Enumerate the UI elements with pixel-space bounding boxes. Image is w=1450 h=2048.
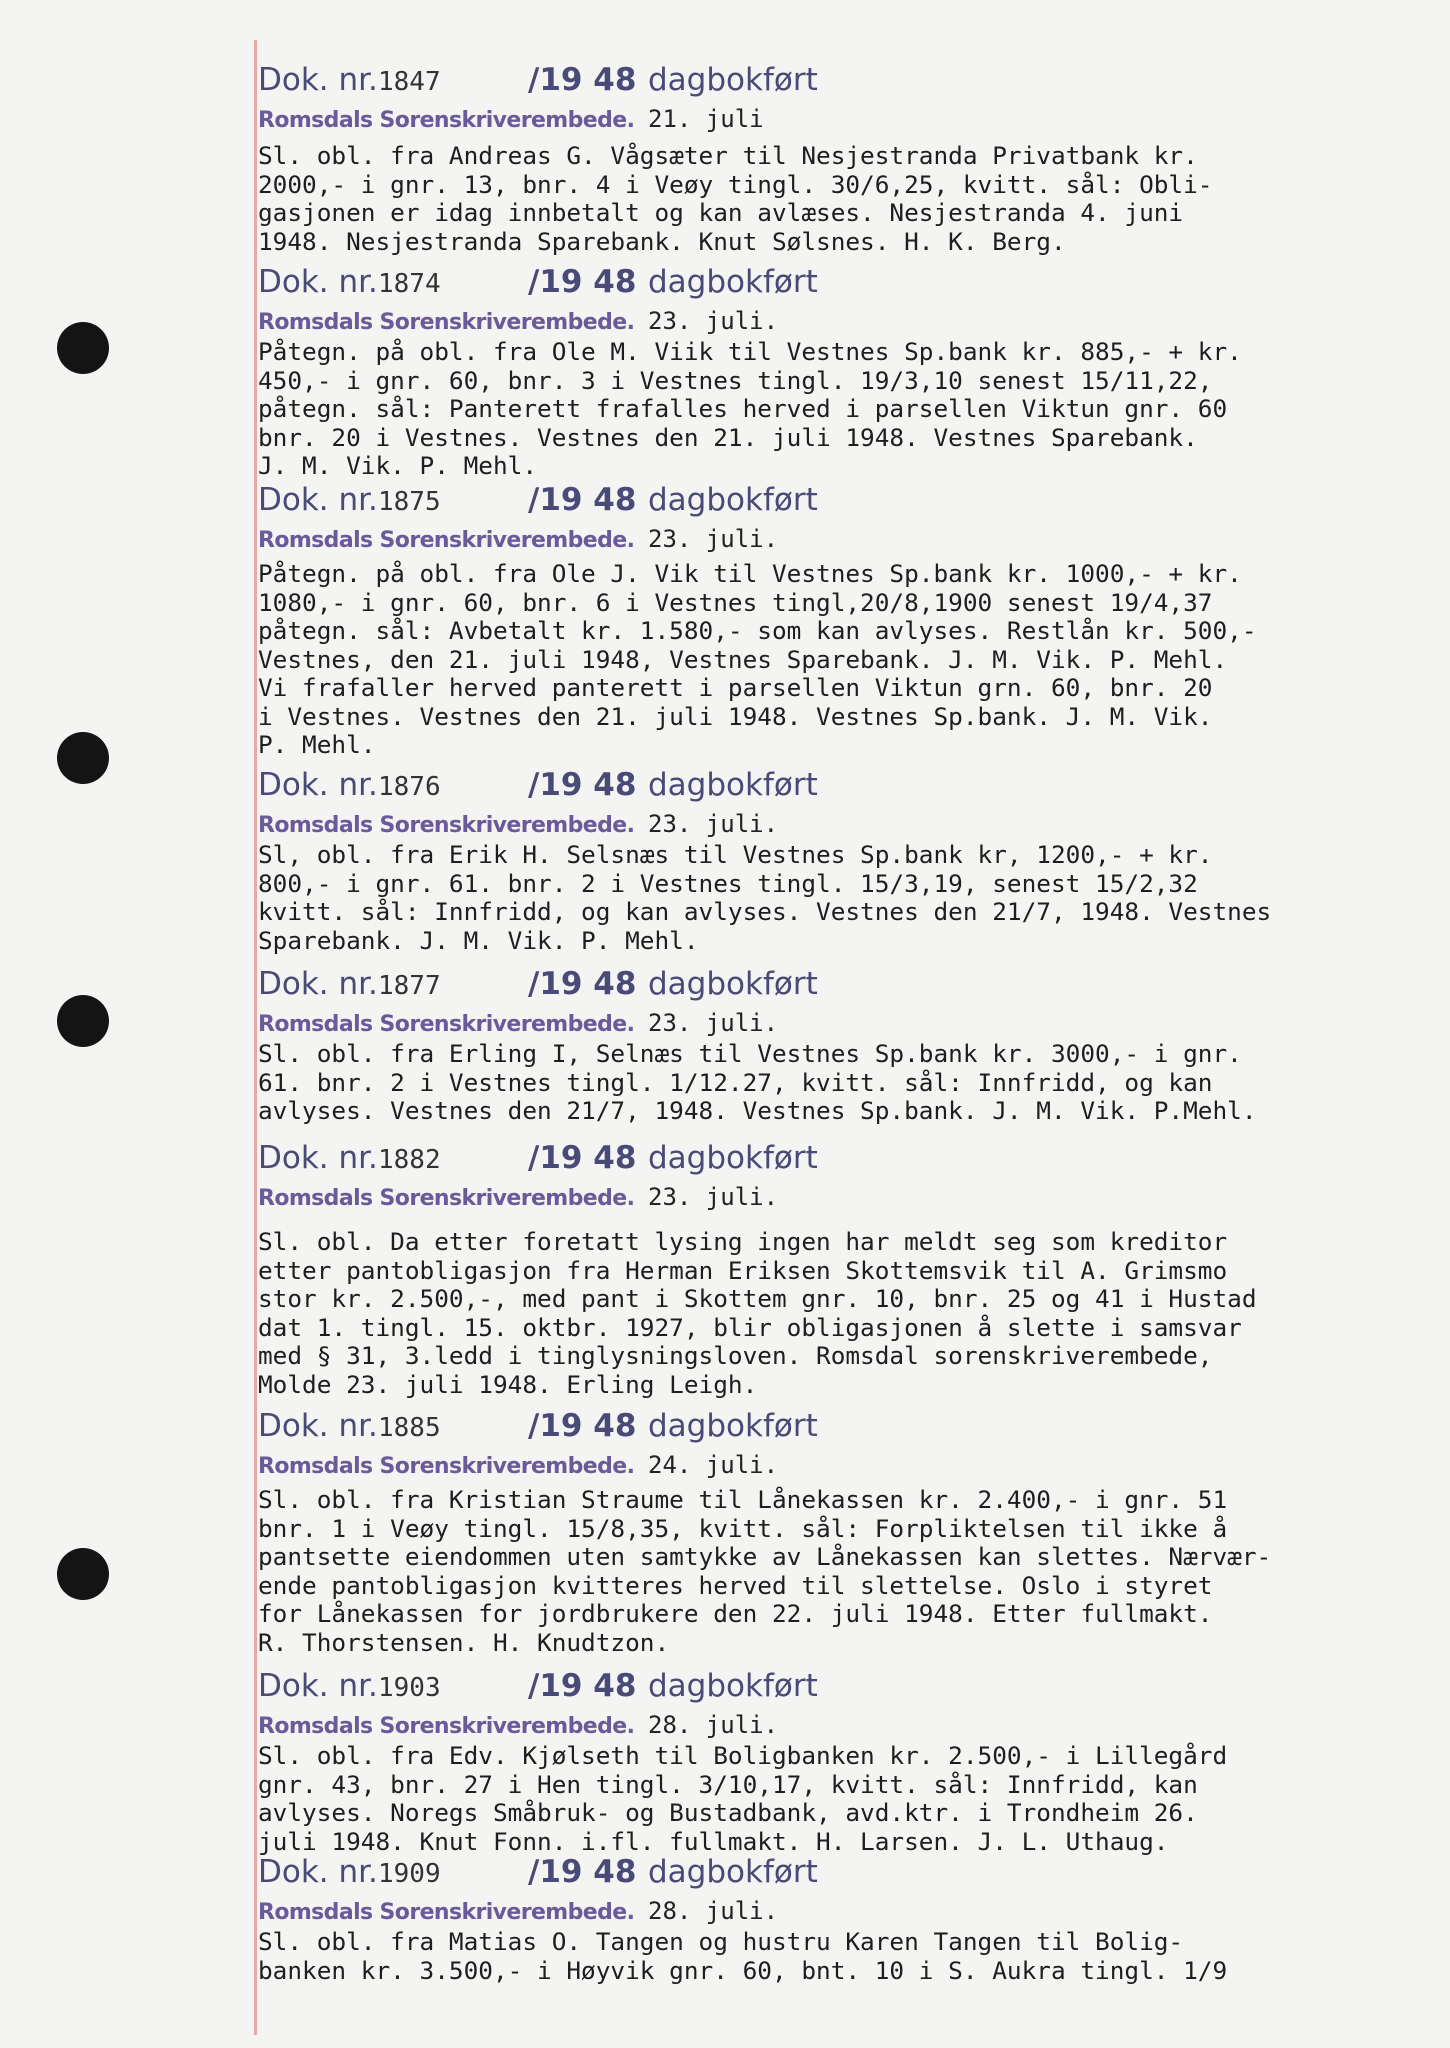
- text-line: med § 31, 3.ledd i tinglysningsloven. Romsdal sorenskriverembede,: [258, 1341, 1213, 1370]
- office-stamp: [258, 522, 1438, 556]
- text-line: Sl. obl. fra Edv. Kjølseth til Boligbanken kr. 2.500,- i Lillegård: [258, 1741, 1228, 1770]
- text-line: stor kr. 2.500,-, med pant i Skottem gnr. 10, bnr. 25 og 41 i Hustad: [258, 1284, 1257, 1313]
- year-label: /19 48: [528, 1140, 637, 1176]
- entry-date: 28. juli.: [648, 1897, 779, 1925]
- text-line: pantsette eiendommen uten samtykke av Lånekassen kan slettes. Nærvær-: [258, 1542, 1272, 1571]
- dok-number: 1874: [378, 269, 441, 299]
- office-stamp: [258, 1894, 1438, 1928]
- text-line: 2000,- i gnr. 13, bnr. 4 i Veøy tingl. 30/6,25, kvitt. sål: Obli-: [258, 169, 1213, 199]
- text-line: etter pantobligasjon fra Herman Eriksen Skottemsvik til A. Grimsmo: [258, 1255, 1228, 1285]
- text-line: ende pantobligasjon kvitteres herved til slettelse. Oslo i styret: [258, 1570, 1213, 1600]
- dok-label: Dok. nr.: [258, 482, 378, 518]
- text-line: Vestnes, den 21. juli 1948, Vestnes Sparebank. J. M. Vik. P. Mehl.: [258, 644, 1228, 674]
- dok-number: 1877: [378, 971, 441, 1001]
- dagbok-label: dagbokført: [648, 966, 818, 1002]
- office-stamp: [258, 1006, 1438, 1040]
- dok-label: Dok. nr.: [258, 1408, 378, 1444]
- office-stamp: [258, 102, 1438, 136]
- text-line: Sl. obl. fra Erling I, Selnæs til Vestnes Sp.bank kr. 3000,- i gnr.: [258, 1039, 1242, 1068]
- dok-number: 1909: [378, 1859, 441, 1889]
- office-label: Romsdals Sorenskriverembede.: [258, 1454, 635, 1479]
- punch-hole: [57, 732, 109, 784]
- dagbok-label: dagbokført: [648, 1668, 818, 1704]
- year-label: /19 48: [528, 482, 637, 518]
- office-label: Romsdals Sorenskriverembede.: [258, 1900, 635, 1925]
- text-line: Sl. obl. fra Kristian Straume til Lånekassen kr. 2.400,- i gnr. 51: [258, 1485, 1228, 1514]
- dok-number: 1903: [378, 1673, 441, 1703]
- text-line: 800,- i gnr. 61. bnr. 2 i Vestnes tingl. 15/3,19, senest 15/2,32: [258, 868, 1198, 898]
- dok-number: 1847: [378, 67, 441, 97]
- entry: [258, 763, 1438, 955]
- dok-stamp: [258, 58, 1438, 102]
- text-line: avlyses. Noregs Småbruk- og Bustadbank, avd.ktr. i Trondheim 26.: [258, 1798, 1198, 1827]
- entry: [258, 962, 1438, 1126]
- dok-number: 1882: [378, 1145, 441, 1175]
- text-line: Vi frafaller herved panterett i parsellen Viktun grn. 60, bnr. 20: [258, 673, 1213, 702]
- dok-stamp: [258, 1664, 1438, 1708]
- entry-date: 21. juli: [648, 105, 764, 133]
- dok-label: Dok. nr.: [258, 1668, 378, 1704]
- dagbok-label: dagbokført: [648, 767, 818, 803]
- dok-stamp: [258, 260, 1438, 304]
- entry: [258, 260, 1438, 481]
- entry: [258, 58, 1438, 256]
- dok-number: 1885: [378, 1413, 441, 1443]
- entry-date: 23. juli.: [648, 1183, 779, 1211]
- office-label: Romsdals Sorenskriverembede.: [258, 528, 635, 553]
- dok-stamp: [258, 763, 1438, 807]
- text-line: 1948. Nesjestranda Sparebank. Knut Sølsnes. H. K. Berg.: [258, 226, 1066, 256]
- entry: [258, 1850, 1438, 1985]
- text-line: 450,- i gnr. 60, bnr. 3 i Vestnes tingl. 19/3,10 senest 15/11,22,: [258, 365, 1213, 395]
- text-line: J. M. Vik. P. Mehl.: [258, 451, 538, 480]
- text-line: 61. bnr. 2 i Vestnes tingl. 1/12.27, kvitt. sål: Innfridd, og kan: [258, 1067, 1213, 1097]
- text-line: Sl, obl. fra Erik H. Selsnæs til Vestnes Sp.bank kr, 1200,- + kr.: [258, 840, 1213, 869]
- text-line: P. Mehl.: [258, 730, 376, 759]
- text-line: påtegn. sål: Panterett frafalles herved i parsellen Viktun gnr. 60: [258, 394, 1228, 423]
- year-label: /19 48: [528, 62, 637, 98]
- entry: [258, 1404, 1438, 1657]
- entry-text: [258, 142, 1438, 256]
- punch-hole: [57, 322, 109, 374]
- text-line: påtegn. sål: Avbetalt kr. 1.580,- som kan avlyses. Restlån kr. 500,-: [258, 616, 1257, 645]
- entry-text: [258, 1928, 1438, 1985]
- office-label: Romsdals Sorenskriverembede.: [258, 108, 635, 133]
- punch-hole: [57, 1548, 109, 1600]
- dagbok-label: dagbokført: [648, 62, 818, 98]
- office-label: Romsdals Sorenskriverembede.: [258, 1186, 635, 1211]
- entry-date: 28. juli.: [648, 1711, 779, 1739]
- entry-date: 24. juli.: [648, 1451, 779, 1479]
- punch-hole: [57, 995, 109, 1047]
- entry-text: [258, 1486, 1438, 1657]
- dok-number: 1876: [378, 772, 441, 802]
- dok-stamp: [258, 962, 1438, 1006]
- text-line: Påtegn. på obl. fra Ole J. Vik til Vestnes Sp.bank kr. 1000,- + kr.: [258, 559, 1242, 588]
- entry-date: 23. juli.: [648, 1009, 779, 1037]
- text-line: Molde 23. juli 1948. Erling Leigh.: [258, 1369, 758, 1399]
- text-line: Påtegn. på obl. fra Ole M. Viik til Vestnes Sp.bank kr. 885,- + kr.: [258, 337, 1242, 366]
- text-line: gnr. 43, bnr. 27 i Hen tingl. 3/10,17, kvitt. sål: Innfridd, kan: [258, 1769, 1198, 1799]
- year-label: /19 48: [528, 767, 637, 803]
- text-line: Sl. obl. Da etter foretatt lysing ingen har meldt seg som kreditor: [258, 1227, 1228, 1256]
- text-line: gasjonen er idag innbetalt og kan avlæses. Nesjestranda 4. juni: [258, 198, 1184, 227]
- year-label: /19 48: [528, 264, 637, 300]
- entry-text: [258, 841, 1438, 955]
- dok-label: Dok. nr.: [258, 1140, 378, 1176]
- text-line: kvitt. sål: Innfridd, og kan avlyses. Vestnes den 21/7, 1948. Vestnes: [258, 897, 1272, 926]
- year-label: /19 48: [528, 966, 637, 1002]
- text-line: dat 1. tingl. 15. oktbr. 1927, blir obligasjonen å slette i samsvar: [258, 1312, 1242, 1342]
- office-stamp: [258, 807, 1438, 841]
- text-line: Sl. obl. fra Andreas G. Vågsæter til Nesjestranda Privatbank kr.: [258, 141, 1198, 170]
- entry: [258, 1136, 1438, 1399]
- entry-date: 23. juli.: [648, 810, 779, 838]
- entry-text: [258, 1228, 1438, 1399]
- text-line: i Vestnes. Vestnes den 21. juli 1948. Vestnes Sp.bank. J. M. Vik.: [258, 701, 1213, 731]
- dagbok-label: dagbokført: [648, 1854, 818, 1890]
- office-label: Romsdals Sorenskriverembede.: [258, 813, 635, 838]
- dok-label: Dok. nr.: [258, 1854, 378, 1890]
- entry-text: [258, 1742, 1438, 1856]
- text-line: avlyses. Vestnes den 21/7, 1948. Vestnes Sp.bank. J. M. Vik. P.Mehl.: [258, 1096, 1257, 1125]
- text-line: juli 1948. Knut Fonn. i.fl. fullmakt. H. Larsen. J. L. Uthaug.: [258, 1826, 1169, 1856]
- entry-text: [258, 1040, 1438, 1126]
- entry-text: [258, 560, 1438, 760]
- dagbok-label: dagbokført: [648, 1140, 818, 1176]
- text-line: Sl. obl. fra Matias O. Tangen og hustru Karen Tangen til Bolig-: [258, 1927, 1184, 1956]
- dok-label: Dok. nr.: [258, 264, 378, 300]
- dok-label: Dok. nr.: [258, 767, 378, 803]
- dok-stamp: [258, 1404, 1438, 1448]
- entry: [258, 478, 1438, 760]
- text-line: banken kr. 3.500,- i Høyvik gnr. 60, bnt. 10 i S. Aukra tingl. 1/9: [258, 1955, 1228, 1985]
- year-label: /19 48: [528, 1668, 637, 1704]
- office-stamp: [258, 1448, 1438, 1482]
- entry-date: 23. juli.: [648, 525, 779, 553]
- dok-label: Dok. nr.: [258, 966, 378, 1002]
- dok-stamp: [258, 1850, 1438, 1894]
- year-label: /19 48: [528, 1854, 637, 1890]
- text-line: bnr. 20 i Vestnes. Vestnes den 21. juli 1948. Vestnes Sparebank.: [258, 422, 1198, 452]
- entry-date: 23. juli.: [648, 307, 779, 335]
- office-stamp: [258, 1180, 1438, 1214]
- dok-stamp: [258, 1136, 1438, 1180]
- office-label: Romsdals Sorenskriverembede.: [258, 1714, 635, 1739]
- margin-line: [254, 40, 257, 2035]
- text-line: bnr. 1 i Veøy tingl. 15/8,35, kvitt. sål: Forpliktelsen til ikke å: [258, 1513, 1228, 1543]
- dagbok-label: dagbokført: [648, 1408, 818, 1444]
- text-line: 1080,- i gnr. 60, bnr. 6 i Vestnes tingl,20/8,1900 senest 19/4,37: [258, 587, 1213, 617]
- dagbok-label: dagbokført: [648, 264, 818, 300]
- year-label: /19 48: [528, 1408, 637, 1444]
- text-line: for Lånekassen for jordbrukere den 22. juli 1948. Etter fullmakt.: [258, 1599, 1213, 1628]
- text-line: R. Thorstensen. H. Knudtzon.: [258, 1627, 670, 1657]
- office-label: Romsdals Sorenskriverembede.: [258, 1012, 635, 1037]
- entry: [258, 1664, 1438, 1856]
- dagbok-label: dagbokført: [648, 482, 818, 518]
- dok-number: 1875: [378, 487, 441, 517]
- office-stamp: [258, 1708, 1438, 1742]
- entry-text: [258, 338, 1438, 481]
- dok-label: Dok. nr.: [258, 62, 378, 98]
- text-line: Sparebank. J. M. Vik. P. Mehl.: [258, 925, 699, 955]
- dok-stamp: [258, 478, 1438, 522]
- office-stamp: [258, 304, 1438, 338]
- office-label: Romsdals Sorenskriverembede.: [258, 310, 635, 335]
